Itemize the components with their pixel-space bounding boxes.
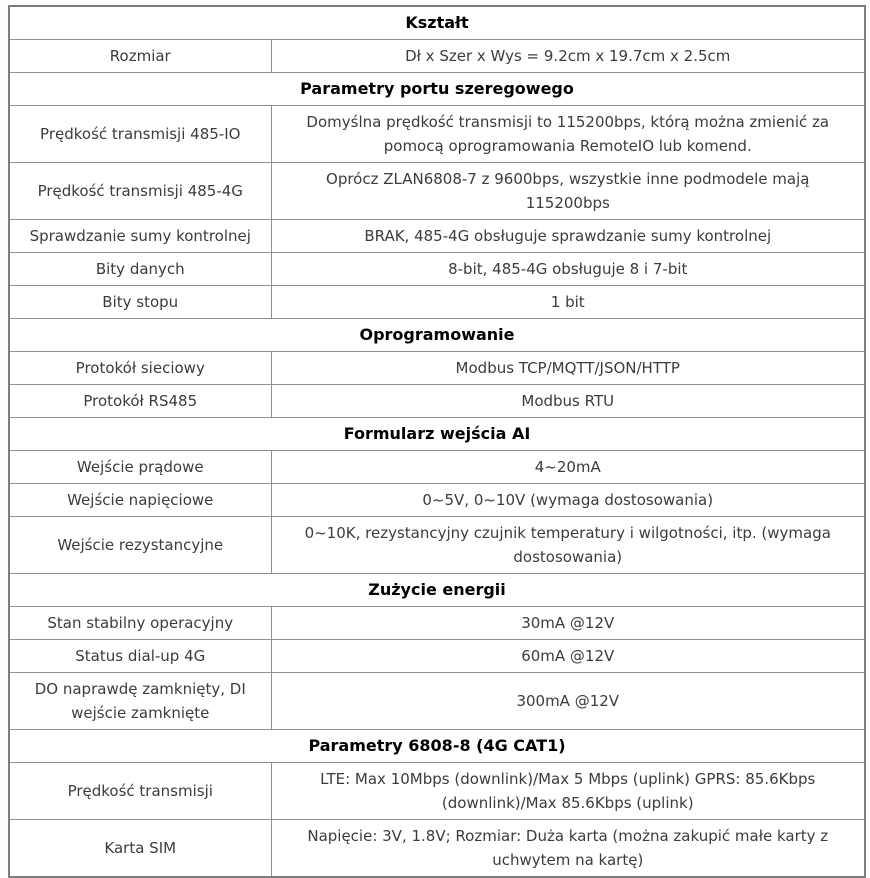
- section-header-row: [9, 73, 865, 106]
- table-row: [9, 286, 865, 319]
- spec-value: Dł x Szer x Wys = 9.2cm x 19.7cm x 2.5cm: [271, 40, 865, 73]
- spec-label: Prędkość transmisji: [9, 763, 271, 820]
- table-row: [9, 106, 865, 163]
- table-row: [9, 673, 865, 730]
- spec-label: Wejście prądowe: [9, 451, 271, 484]
- spec-value: Modbus TCP/MQTT/JSON/HTTP: [271, 352, 865, 385]
- spec-label: Protokół RS485: [9, 385, 271, 418]
- table-row: [9, 352, 865, 385]
- spec-value: 60mA @12V: [271, 640, 865, 673]
- section-header: Zużycie energii: [9, 574, 865, 607]
- table-row: [9, 640, 865, 673]
- section-header-row: [9, 418, 865, 451]
- specs-table-body: [9, 6, 865, 877]
- section-header: Parametry portu szeregowego: [9, 73, 865, 106]
- spec-value: Napięcie: 3V, 1.8V; Rozmiar: Duża karta (można zakupić małe karty z uchwytem na kartę): [271, 820, 865, 878]
- spec-value: 0~5V, 0~10V (wymaga dostosowania): [271, 484, 865, 517]
- spec-label: Sprawdzanie sumy kontrolnej: [9, 220, 271, 253]
- spec-value: Oprócz ZLAN6808-7 z 9600bps, wszystkie inne podmodele mają 115200bps: [271, 163, 865, 220]
- spec-value: Domyślna prędkość transmisji to 115200bps, którą można zmienić za pomocą oprogramowania RemoteIO lub komend.: [271, 106, 865, 163]
- table-row: [9, 820, 865, 878]
- table-row: [9, 385, 865, 418]
- table-row: [9, 607, 865, 640]
- table-row: [9, 517, 865, 574]
- spec-table-container: [8, 5, 866, 878]
- table-row: [9, 451, 865, 484]
- section-header-row: [9, 6, 865, 40]
- spec-label: Bity stopu: [9, 286, 271, 319]
- spec-label: Bity danych: [9, 253, 271, 286]
- spec-value: 300mA @12V: [271, 673, 865, 730]
- spec-value: BRAK, 485-4G obsługuje sprawdzanie sumy kontrolnej: [271, 220, 865, 253]
- section-header-row: [9, 574, 865, 607]
- section-header: Formularz wejścia AI: [9, 418, 865, 451]
- table-row: [9, 163, 865, 220]
- spec-label: Wejście napięciowe: [9, 484, 271, 517]
- table-row: [9, 763, 865, 820]
- spec-label: Wejście rezystancyjne: [9, 517, 271, 574]
- spec-value: LTE: Max 10Mbps (downlink)/Max 5 Mbps (uplink) GPRS: 85.6Kbps (downlink)/Max 85.6Kbps (uplink): [271, 763, 865, 820]
- spec-value: 1 bit: [271, 286, 865, 319]
- section-header: Oprogramowanie: [9, 319, 865, 352]
- table-row: [9, 484, 865, 517]
- spec-label: Karta SIM: [9, 820, 271, 878]
- table-row: [9, 253, 865, 286]
- section-header: Kształt: [9, 6, 865, 40]
- spec-label: Stan stabilny operacyjny: [9, 607, 271, 640]
- spec-value: 0~10K, rezystancyjny czujnik temperatury i wilgotności, itp. (wymaga dostosowania): [271, 517, 865, 574]
- specs-table: [8, 5, 866, 878]
- spec-label: Status dial-up 4G: [9, 640, 271, 673]
- spec-label: Rozmiar: [9, 40, 271, 73]
- table-row: [9, 40, 865, 73]
- section-header-row: [9, 730, 865, 763]
- section-header-row: [9, 319, 865, 352]
- spec-label: Protokół sieciowy: [9, 352, 271, 385]
- spec-value: Modbus RTU: [271, 385, 865, 418]
- spec-label: Prędkość transmisji 485-4G: [9, 163, 271, 220]
- spec-value: 4~20mA: [271, 451, 865, 484]
- spec-value: 30mA @12V: [271, 607, 865, 640]
- spec-label: Prędkość transmisji 485-IO: [9, 106, 271, 163]
- section-header: Parametry 6808-8 (4G CAT1): [9, 730, 865, 763]
- spec-label: DO naprawdę zamknięty, DI wejście zamknięte: [9, 673, 271, 730]
- table-row: [9, 220, 865, 253]
- spec-value: 8-bit, 485-4G obsługuje 8 i 7-bit: [271, 253, 865, 286]
